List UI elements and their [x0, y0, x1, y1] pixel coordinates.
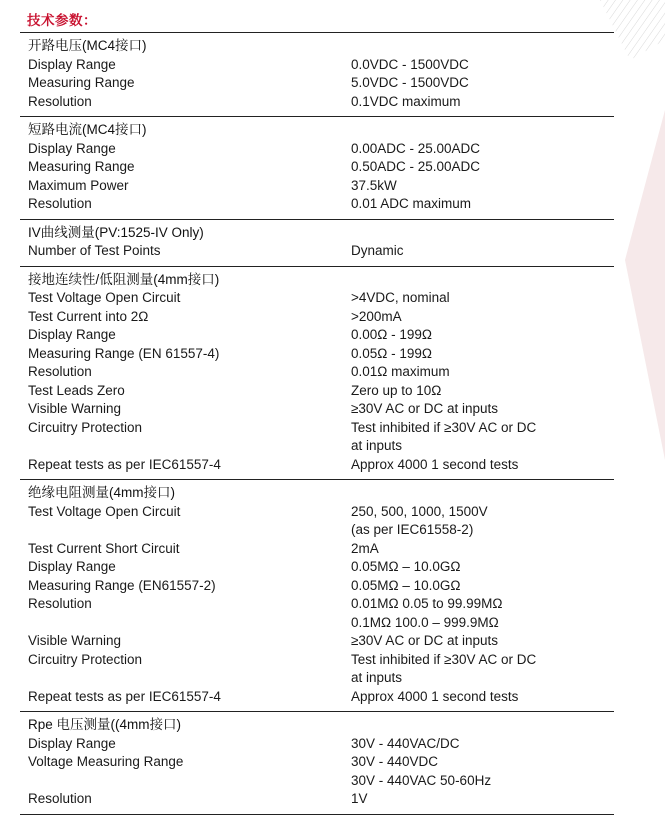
- spec-label: Resolution: [28, 596, 92, 611]
- spec-section: [20, 479, 614, 711]
- spec-value: [351, 577, 614, 596]
- spec-row: [28, 456, 614, 475]
- spec-label: Resolution: [28, 364, 92, 379]
- spec-value-line: 250, 500, 1000, 1500V: [351, 503, 488, 519]
- spec-row: [28, 503, 614, 540]
- spec-row: [28, 363, 614, 382]
- spec-label: Display Range: [28, 140, 116, 156]
- spec-section: [20, 711, 614, 815]
- spec-label: Display Range: [28, 559, 116, 574]
- spec-label: Circuitry Protection: [28, 419, 143, 435]
- spec-label: Resolution: [28, 791, 92, 806]
- spec-value: [351, 688, 614, 707]
- spec-row: [28, 595, 614, 632]
- spec-value-line: Approx 4000 1 second tests: [351, 456, 519, 472]
- spec-row: [28, 56, 614, 75]
- spec-value-line: 0.1MΩ 100.0 – 999.9MΩ: [351, 614, 499, 630]
- spec-value-line: 37.5kW: [351, 177, 397, 193]
- spec-value: [351, 242, 614, 261]
- spec-value: [351, 400, 614, 419]
- spec-value-line: 0.05MΩ – 10.0GΩ: [351, 577, 461, 593]
- spec-label: Display Range: [28, 327, 116, 342]
- spec-value-line: 0.00ADC - 25.00ADC: [351, 140, 481, 156]
- spec-label: Resolution: [28, 93, 92, 109]
- spec-label: Measuring Range (EN 61557-4): [28, 345, 220, 361]
- spec-value-line: Dynamic: [351, 243, 404, 258]
- spec-row: [28, 140, 614, 159]
- spec-value: [351, 651, 614, 688]
- spec-value-line: 0.01 ADC maximum: [351, 196, 472, 211]
- spec-row: [28, 158, 614, 177]
- spec-value: [351, 540, 614, 559]
- spec-value: [351, 326, 614, 345]
- spec-value-line: 0.05MΩ – 10.0GΩ: [351, 559, 461, 574]
- spec-row: [28, 93, 614, 112]
- spec-label: Measuring Range: [28, 159, 135, 174]
- spec-table: [20, 32, 614, 815]
- spec-value-line: 0.0VDC - 1500VDC: [351, 56, 469, 72]
- spec-value: [351, 735, 614, 754]
- spec-value-line: 0.50ADC - 25.00ADC: [351, 159, 481, 174]
- spec-value: [351, 363, 614, 382]
- spec-section: [20, 266, 614, 480]
- section-heading: 短路电流(MC4接口): [28, 122, 147, 137]
- spec-value-line: at inputs: [351, 438, 403, 453]
- spec-row: [28, 326, 614, 345]
- spec-label: Test Current into 2Ω: [28, 308, 149, 324]
- spec-row: [28, 753, 614, 790]
- spec-section: [20, 32, 614, 116]
- section-heading: 开路电压(MC4接口): [28, 38, 147, 53]
- spec-value: [351, 595, 614, 632]
- spec-value-line: 0.1VDC maximum: [351, 93, 461, 109]
- spec-value-line: 30V - 440VAC/DC: [351, 735, 460, 751]
- spec-label: Voltage Measuring Range: [28, 754, 184, 769]
- spec-label: Test Current Short Circuit: [28, 540, 180, 556]
- spec-section: [20, 116, 614, 219]
- spec-row: [28, 345, 614, 364]
- spec-label: Resolution: [28, 196, 92, 211]
- spec-label: Test Voltage Open Circuit: [28, 290, 181, 305]
- spec-value: [351, 419, 614, 456]
- spec-value: [351, 632, 614, 651]
- spec-row: [28, 308, 614, 327]
- spec-value: [351, 195, 614, 214]
- section-heading: 绝缘电阻测量(4mm接口): [28, 485, 175, 500]
- spec-value-line: Zero up to 10Ω: [351, 382, 442, 398]
- spec-row: [28, 632, 614, 651]
- spec-value: [351, 56, 614, 75]
- spec-value: [351, 503, 614, 540]
- spec-value: [351, 345, 614, 364]
- spec-value-line: ≥30V AC or DC at inputs: [351, 633, 498, 648]
- spec-label: Measuring Range: [28, 75, 135, 90]
- spec-value: [351, 456, 614, 475]
- page-title: 技术参数：: [27, 13, 97, 28]
- spec-label: Display Range: [28, 56, 116, 72]
- spec-value-line: Test inhibited if ≥30V AC or DC: [351, 651, 537, 667]
- spec-value-line: 30V - 440VDC: [351, 754, 439, 769]
- spec-row: [28, 195, 614, 214]
- spec-value: [351, 790, 614, 809]
- spec-value-line: 0.01MΩ 0.05 to 99.99MΩ: [351, 596, 503, 611]
- spec-row: [28, 577, 614, 596]
- spec-row: [28, 400, 614, 419]
- spec-value-line: 5.0VDC - 1500VDC: [351, 75, 469, 90]
- spec-value-line: 0.05Ω - 199Ω: [351, 345, 432, 361]
- spec-row: [28, 540, 614, 559]
- spec-value: [351, 308, 614, 327]
- spec-value-line: 1V: [351, 791, 368, 806]
- spec-value: [351, 140, 614, 159]
- spec-label: Number of Test Points: [28, 243, 161, 258]
- spec-value: [351, 289, 614, 308]
- spec-row: [28, 688, 614, 707]
- spec-value-line: (as per IEC61558-2): [351, 522, 474, 537]
- spec-value: [351, 177, 614, 196]
- section-heading: IV曲线测量(PV:1525-IV Only): [28, 224, 204, 240]
- spec-value-line: Approx 4000 1 second tests: [351, 688, 519, 704]
- spec-value: [351, 753, 614, 790]
- spec-value-line: at inputs: [351, 670, 403, 685]
- spec-label: Visible Warning: [28, 401, 122, 416]
- spec-label: Maximum Power: [28, 177, 129, 193]
- spec-row: [28, 382, 614, 401]
- spec-value: [351, 158, 614, 177]
- spec-value-line: Test inhibited if ≥30V AC or DC: [351, 419, 537, 435]
- spec-label: Display Range: [28, 735, 116, 751]
- spec-label: Circuitry Protection: [28, 651, 143, 667]
- spec-label: Visible Warning: [28, 633, 122, 648]
- spec-value-line: >4VDC, nominal: [351, 290, 450, 305]
- spec-row: [28, 735, 614, 754]
- spec-value-line: 0.01Ω maximum: [351, 364, 450, 379]
- spec-value: [351, 558, 614, 577]
- spec-value-line: 30V - 440VAC 50-60Hz: [351, 772, 492, 788]
- spec-label: Repeat tests as per IEC61557-4: [28, 688, 221, 704]
- spec-value-line: ≥30V AC or DC at inputs: [351, 401, 498, 416]
- spec-section: [20, 219, 614, 266]
- spec-label: Repeat tests as per IEC61557-4: [28, 456, 221, 472]
- section-heading: Rpe 电压测量((4mm接口): [28, 717, 182, 732]
- spec-row: [28, 74, 614, 93]
- spec-row: [28, 177, 614, 196]
- spec-label: Test Voltage Open Circuit: [28, 503, 181, 519]
- spec-row: [28, 289, 614, 308]
- spec-value: [351, 382, 614, 401]
- spec-value: [351, 74, 614, 93]
- spec-row: [28, 651, 614, 688]
- spec-row: [28, 558, 614, 577]
- spec-value-line: 2mA: [351, 540, 379, 556]
- spec-row: [28, 790, 614, 809]
- section-heading: 接地连续性/低阻测量(4mm接口): [28, 271, 220, 287]
- spec-label: Test Leads Zero: [28, 382, 125, 398]
- spec-value-line: >200mA: [351, 308, 402, 324]
- spec-value: [351, 93, 614, 112]
- spec-row: [28, 242, 614, 261]
- spec-value-line: 0.00Ω - 199Ω: [351, 327, 432, 342]
- spec-label: Measuring Range (EN61557-2): [28, 577, 216, 593]
- spec-row: [28, 419, 614, 456]
